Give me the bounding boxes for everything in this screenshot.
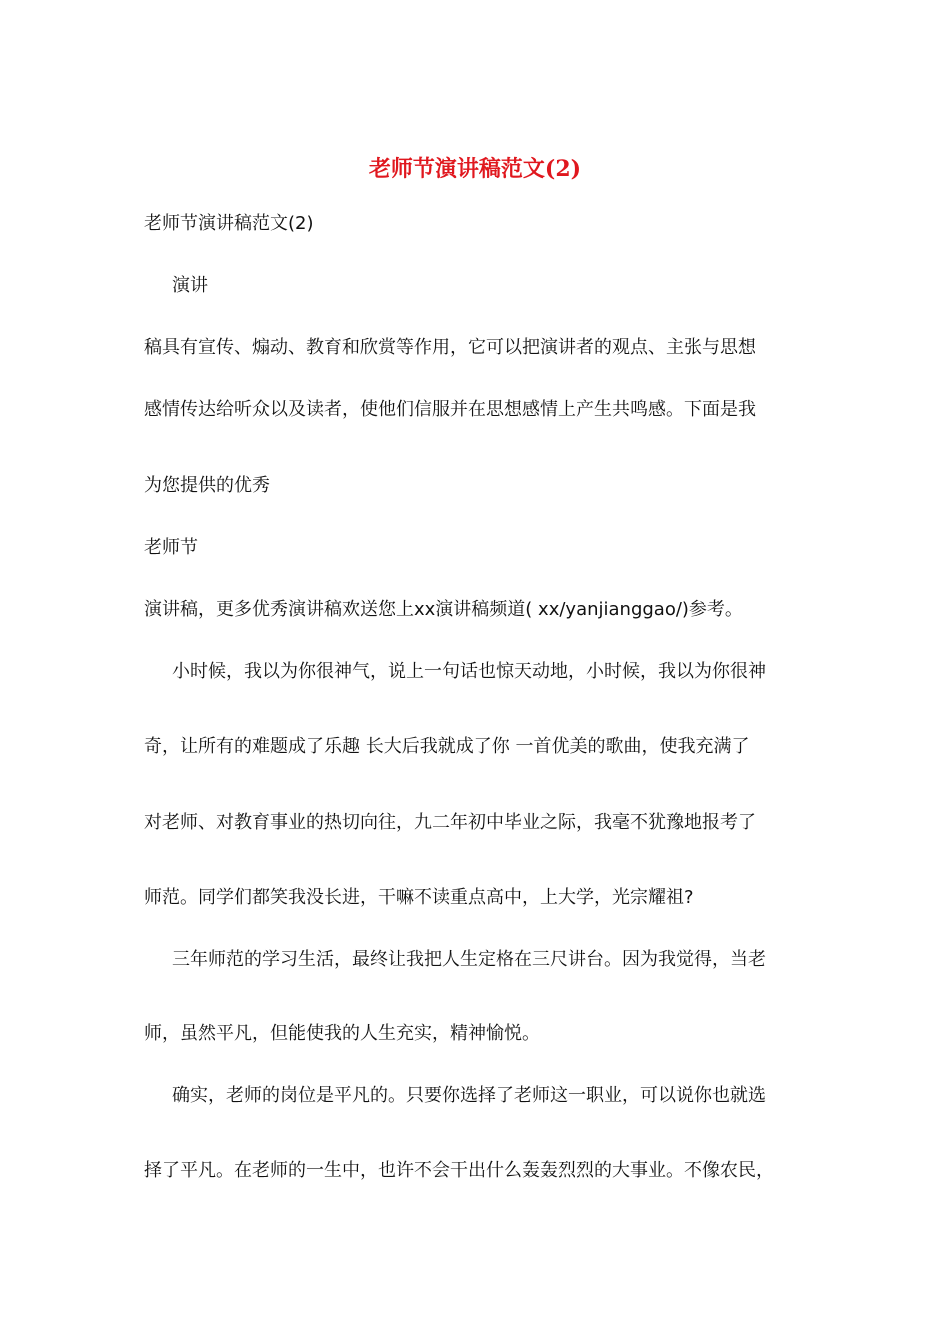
paragraph-line: 稿具有宣传、煽动、教育和欣赏等作用，它可以把演讲者的观点、主张与思想 — [144, 337, 756, 358]
paragraph-line: 感情传达给听众以及读者，使他们信服并在思想感情上产生共鸣感。下面是我 — [144, 399, 756, 420]
paragraph-line: 师范。同学们都笑我没长进，干嘛不读重点高中，上大学，光宗耀祖? — [144, 887, 694, 908]
paragraph-line: 演讲稿，更多优秀演讲稿欢送您上xx演讲稿频道( xx/yanjianggao/)参考。 — [144, 599, 743, 620]
paragraph-line: 确实，老师的岗位是平凡的。只要你选择了老师这一职业，可以说你也就选 — [172, 1085, 766, 1106]
paragraph-line: 老师节 — [144, 537, 198, 558]
paragraph-line: 择了平凡。在老师的一生中，也许不会干出什么轰轰烈烈的大事业。不像农民， — [144, 1160, 774, 1181]
paragraph-line: 小时候，我以为你很神气，说上一句话也惊天动地，小时候，我以为你很神 — [172, 661, 766, 682]
paragraph-line: 三年师范的学习生活，最终让我把人生定格在三尺讲台。因为我觉得，当老 — [172, 949, 766, 970]
paragraph-line: 为您提供的优秀 — [144, 475, 270, 496]
document-title: 老师节演讲稿范文(2) — [368, 156, 582, 182]
paragraph-line: 对老师、对教育事业的热切向往，九二年初中毕业之际，我毫不犹豫地报考了 — [144, 812, 756, 833]
paragraph-line: 演讲 — [172, 275, 208, 296]
subtitle-line: 老师节演讲稿范文(2) — [144, 213, 314, 234]
paragraph-line: 奇，让所有的难题成了乐趣 长大后我就成了你 一首优美的歌曲，使我充满了 — [144, 736, 750, 757]
paragraph-line: 师，虽然平凡，但能使我的人生充实，精神愉悦。 — [144, 1023, 540, 1044]
